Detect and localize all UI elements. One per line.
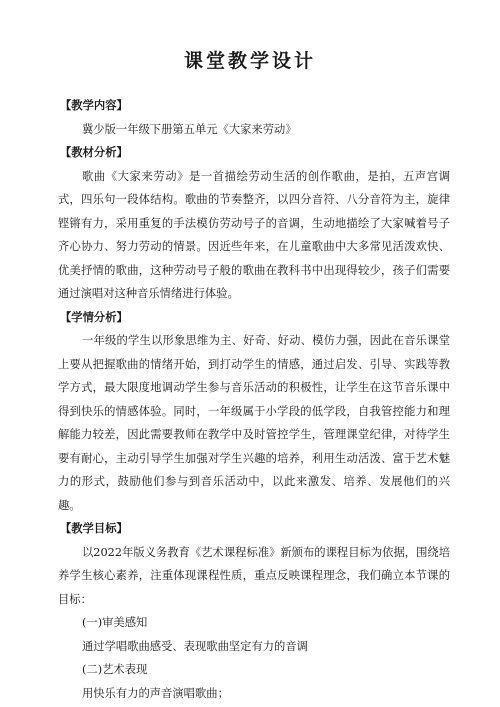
section-heading-analysis: 【教材分析】 [60, 146, 128, 159]
goal-item: (一)审美感知 [82, 616, 148, 629]
content-text: 冀少版一年级下册第五单元《大家来劳动》 [82, 122, 297, 136]
section-heading-goals: 【教学目标】 [60, 522, 128, 535]
analysis-paragraph: 歌曲《大家来劳动》是一首描绘劳动生活的创作歌曲，是拍，五声宫调式，四乐句一段体结构。歌曲的节奏整齐，以四分音符、八分音符为主，旋律铿锵有力，采用重复的手法模仿劳动号子的音调，生动地描绘了大家喊着号子齐心协力、努力劳动的情景。因近些年来，在儿童歌曲中大多常见活泼欢快、优美抒情的歌曲，这种劳动号子般的歌曲在教科书中出现得较少，孩子们需要通过演唱对这种音乐情绪进行体验。 [58, 169, 450, 300]
goal-item: 用快乐有力的声音演唱歌曲； [82, 686, 229, 700]
section-heading-content: 【教学内容】 [60, 99, 128, 112]
goal-item: (二)艺术表现 [82, 663, 148, 676]
goal-item: 通过学唱歌曲感受、表现歌曲坚定有力的音调 [82, 639, 308, 653]
goals-paragraph: 以2022年版义务教育《艺术课程标准》新颁布的课程目标为依据，围绕培养学生核心素养，注重体现课程性质，重点反映课程理念，我们确立本节课的目标： [58, 545, 450, 606]
page-title: 课堂教学设计 [183, 50, 316, 72]
document-body [58, 94, 450, 705]
students-paragraph: 一年级的学生以形象思维为主、好奇、好动、模仿力强，因此在音乐课堂上要从把握歌曲的情绪开始，到打动学生的情感，通过启发、引导、实践等教学方式，最大限度地调动学生参与音乐活动的积极性，让学生在这节音乐课中得到快乐的情感体验。同时，一年级属于小学段的低学段，自我管控能力和理解能力较差，因此需要教师在教学中及时管控学生，管理课堂纪律，对待学生要有耐心，主动引导学生加强对学生兴趣的培养，利用生动活泼、富于艺术魅力的形式，鼓励他们参与到音乐活动中，以此来激发、培养、发展他们的兴趣。 [58, 334, 450, 512]
section-heading-students: 【学情分析】 [60, 310, 128, 324]
